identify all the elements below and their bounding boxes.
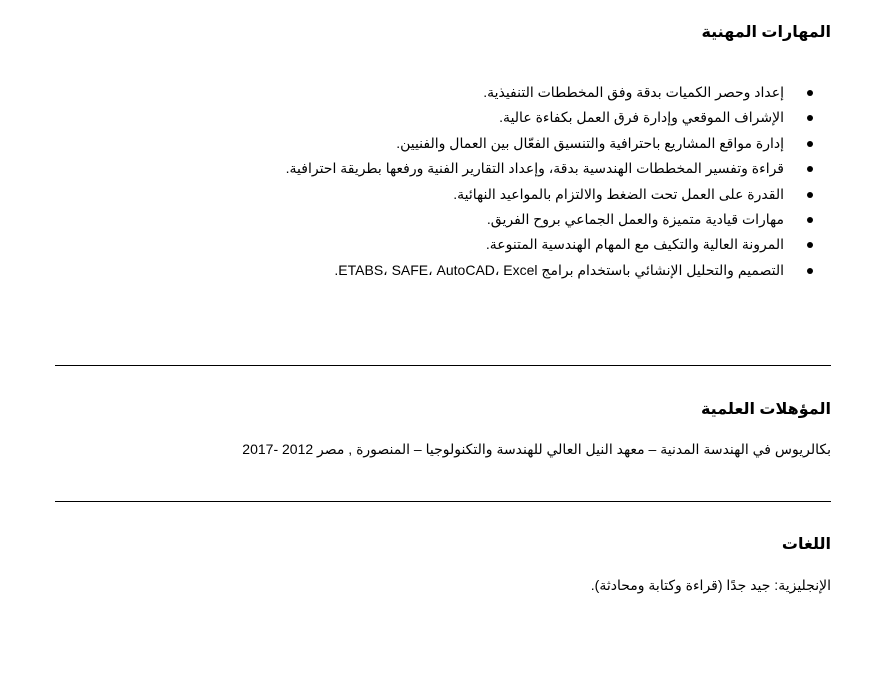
bullet-icon	[807, 90, 813, 96]
skill-text: القدرة على العمل تحت الضغط والالتزام بالمواعيد النهائية.	[453, 185, 784, 202]
bullet-icon	[807, 268, 813, 274]
skill-text: قراءة وتفسير المخططات الهندسية بدقة، وإعداد التقارير الفنية ورفعها بطريقة احترافية.	[285, 160, 784, 177]
skills-list	[91, 80, 831, 283]
skill-text: إدارة مواقع المشاريع باحترافية والتنسيق الفعّال بين العمال والفنيين.	[396, 134, 784, 151]
education-section	[56, 399, 831, 479]
skill-item	[91, 207, 831, 232]
bullet-icon	[807, 192, 813, 198]
skill-item	[91, 232, 831, 257]
education-title: المؤهلات العلمية	[700, 401, 831, 418]
languages-text: الإنجليزية: جيد جدًا (قراءة وكتابة ومحادثة).	[590, 577, 831, 593]
skill-item	[91, 131, 831, 156]
skill-item	[91, 80, 831, 105]
skill-text: الإشراف الموقعي وإدارة فرق العمل بكفاءة عالية.	[499, 109, 784, 126]
bullet-icon	[807, 115, 813, 121]
skill-text: التصميم والتحليل الإنشائي باستخدام برامج ETABS، SAFE، AutoCAD، Excel.	[334, 261, 784, 278]
skill-item	[91, 105, 831, 130]
bullet-icon	[807, 242, 813, 248]
skill-text: إعداد وحصر الكميات بدقة وفق المخططات التنفيذية.	[483, 84, 784, 100]
skills-title: المهارات المهنية	[701, 24, 831, 41]
section-divider	[55, 501, 831, 502]
skills-section	[56, 22, 831, 352]
bullet-icon	[807, 141, 813, 147]
bullet-icon	[807, 217, 813, 223]
skill-item	[91, 156, 831, 181]
languages-section	[56, 534, 831, 614]
skill-item	[91, 182, 831, 207]
skill-text: المرونة العالية والتكيف مع المهام الهندسية المتنوعة.	[485, 236, 784, 253]
section-divider	[55, 365, 831, 366]
skill-item	[91, 258, 831, 283]
bullet-icon	[807, 166, 813, 172]
skill-text: مهارات قيادية متميزة والعمل الجماعي بروح الفريق.	[486, 210, 784, 227]
education-text: بكالريوس في الهندسة المدنية – معهد النيل العالي للهندسة والتكنولوجيا – المنصورة , مصر 2012 -2017	[242, 441, 831, 457]
languages-title: اللغات	[781, 536, 831, 553]
